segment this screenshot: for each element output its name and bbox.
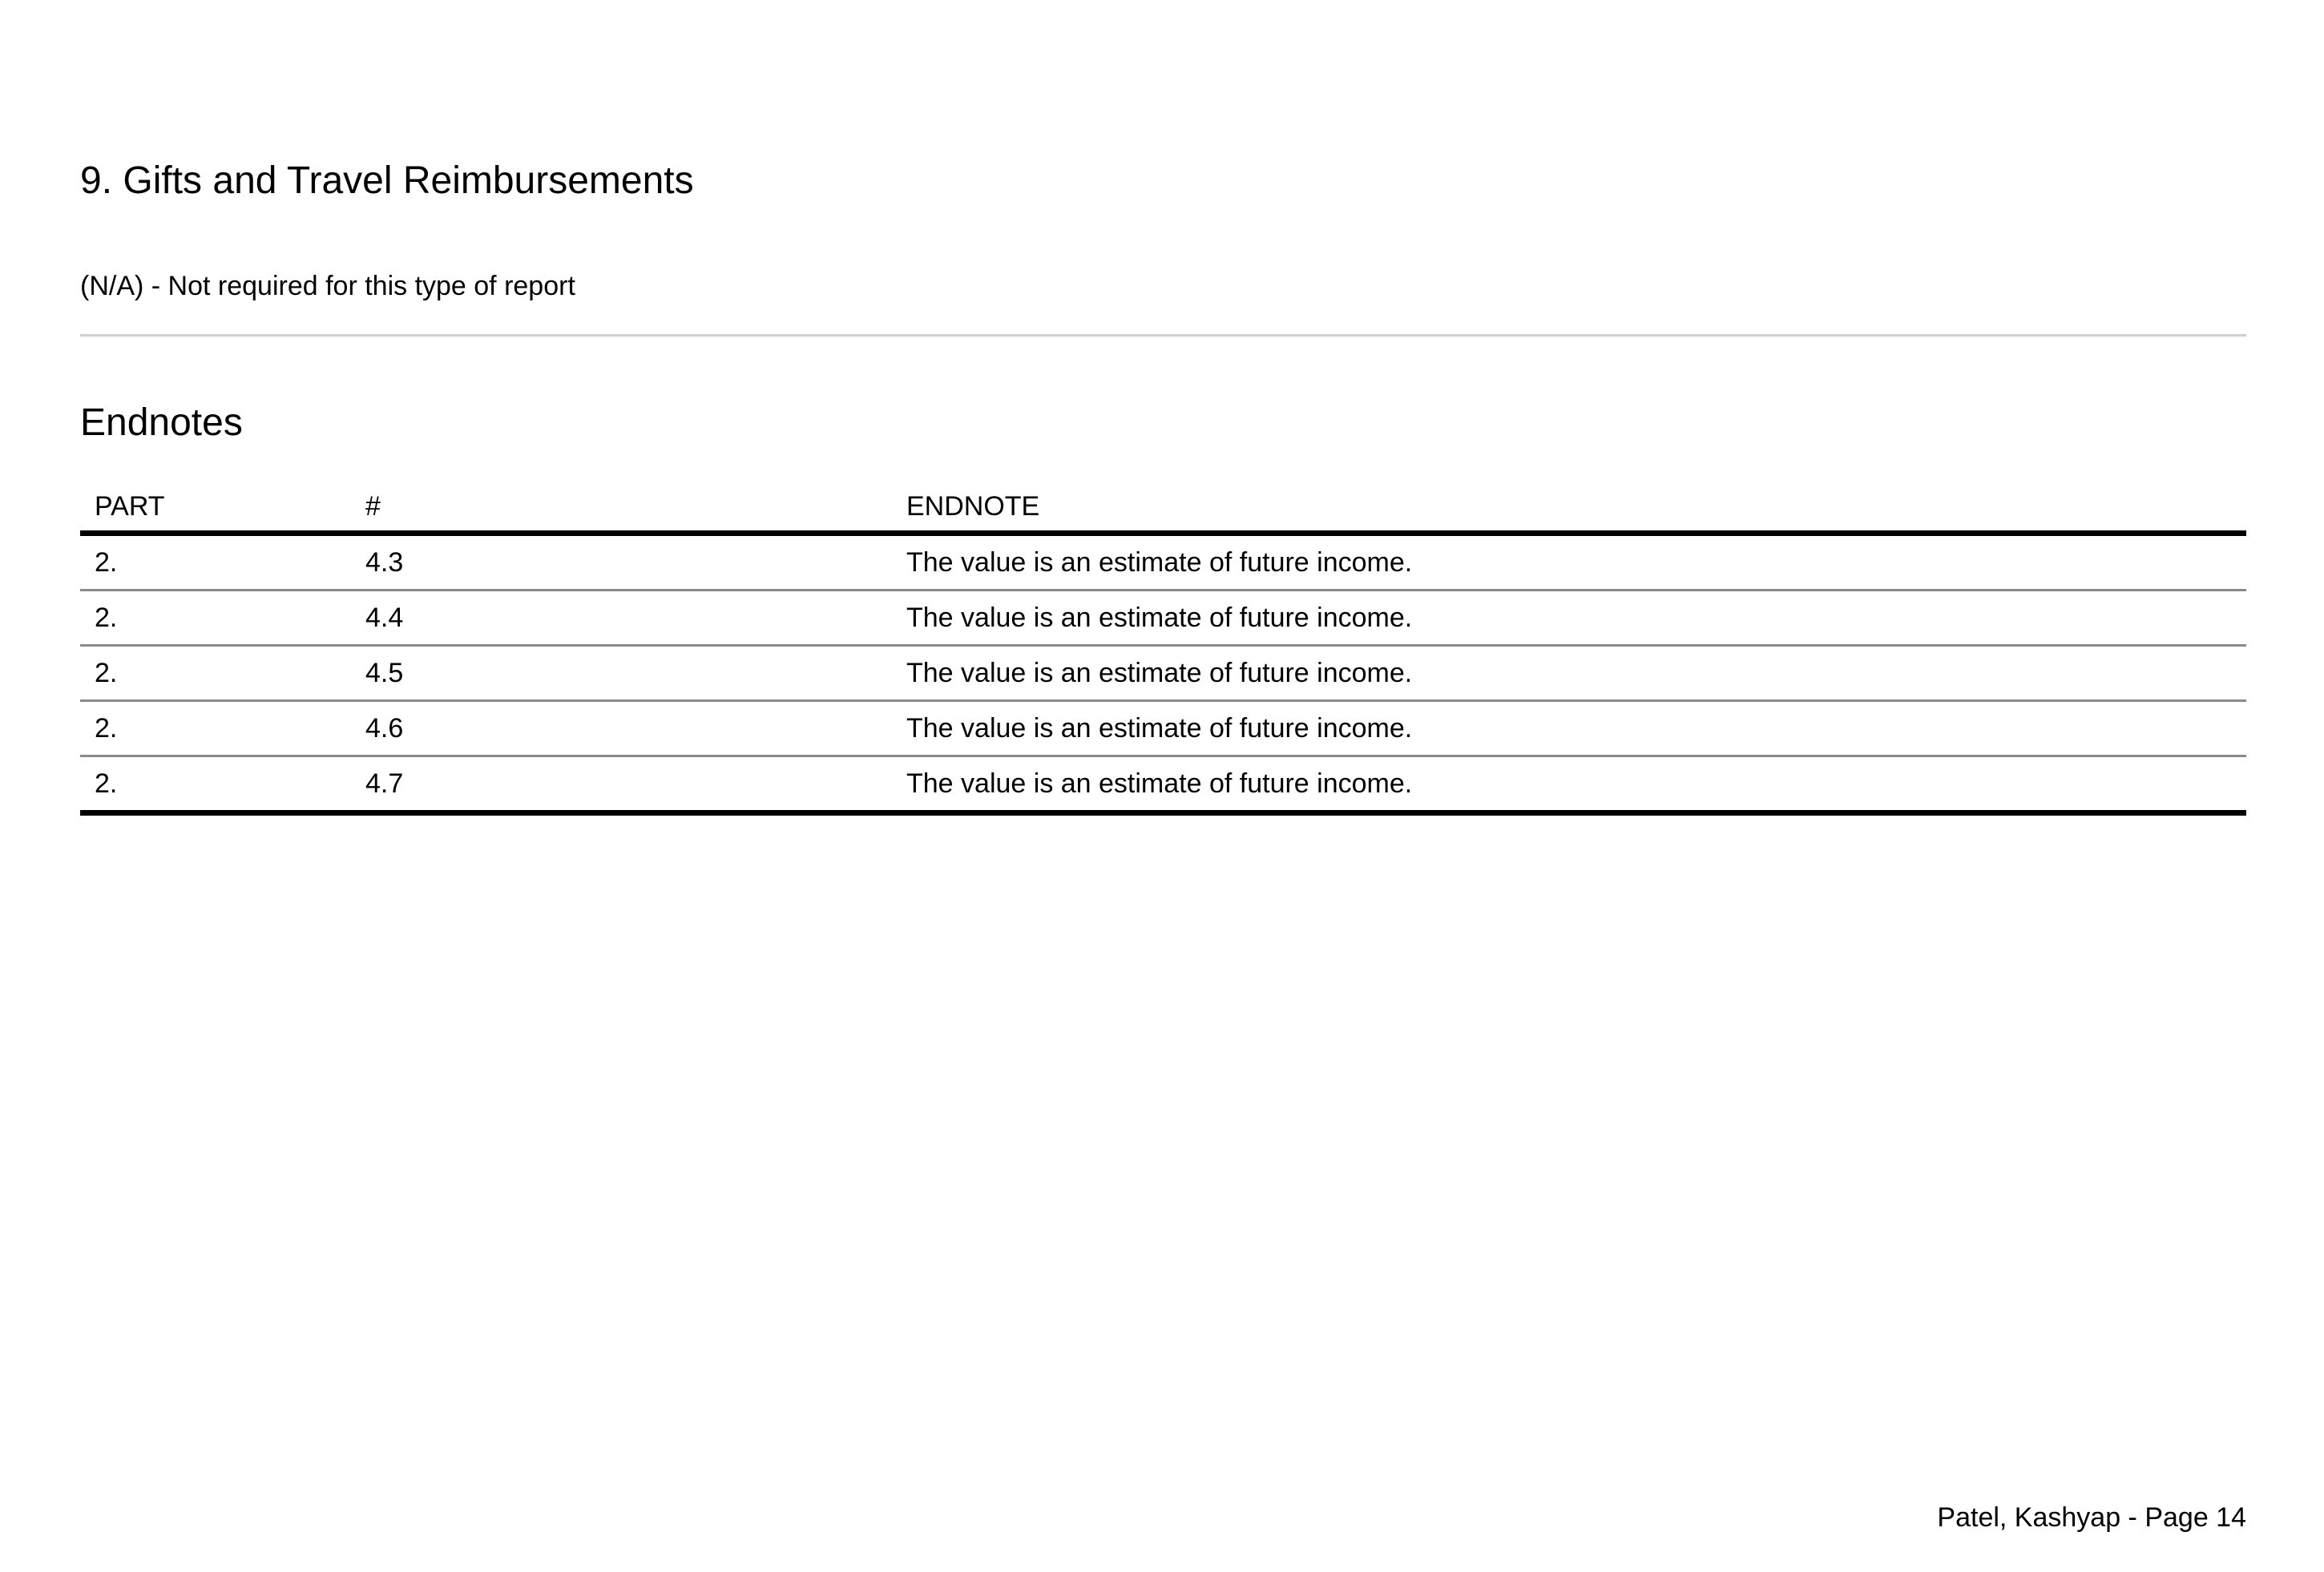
cell-endnote: The value is an estimate of future income. [892,534,2246,591]
column-header-endnote: ENDNOTE [892,473,2246,534]
table-row [80,701,2246,756]
cell-part: 2. [80,701,351,756]
cell-part: 2. [80,534,351,591]
column-header-part: PART [80,473,351,534]
table-row [80,646,2246,701]
cell-endnote: The value is an estimate of future income. [892,646,2246,701]
table-header-row [80,473,2246,534]
cell-part: 2. [80,646,351,701]
not-applicable-note: (N/A) - Not required for this type of report [80,271,575,301]
cell-part: 2. [80,591,351,646]
page-footer: Patel, Kashyap - Page 14 [1937,1502,2246,1533]
cell-endnote: The value is an estimate of future income. [892,756,2246,813]
endnotes-table [80,473,2246,816]
cell-endnote: The value is an estimate of future income. [892,701,2246,756]
cell-number: 4.4 [351,591,892,646]
cell-number: 4.3 [351,534,892,591]
cell-number: 4.6 [351,701,892,756]
cell-part: 2. [80,756,351,813]
table-row [80,534,2246,591]
section-title-gifts-travel: 9. Gifts and Travel Reimbursements [80,159,694,202]
cell-number: 4.5 [351,646,892,701]
cell-endnote: The value is an estimate of future income. [892,591,2246,646]
table-row [80,756,2246,813]
endnotes-title: Endnotes [80,401,243,444]
section-divider [80,334,2246,337]
cell-number: 4.7 [351,756,892,813]
report-page [80,0,2246,1572]
table-row [80,591,2246,646]
column-header-number: # [351,473,892,534]
